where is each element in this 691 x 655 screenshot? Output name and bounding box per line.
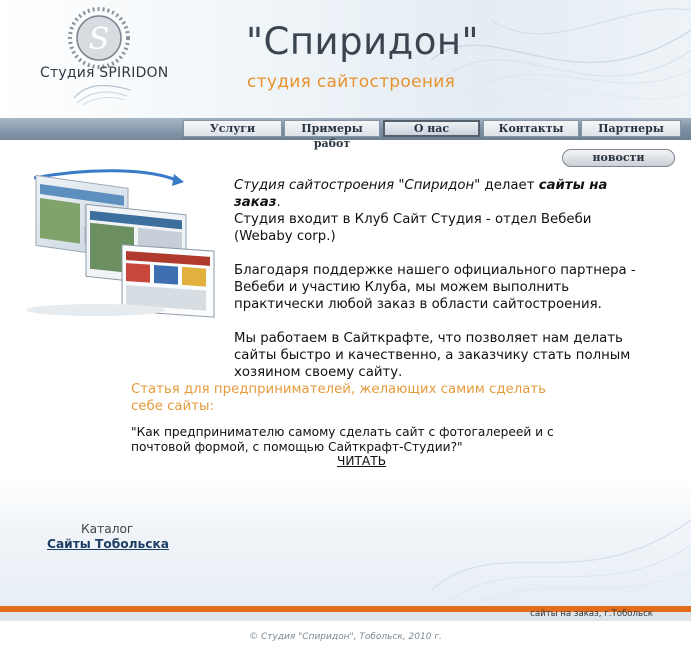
nav-item-contacts[interactable]: Контакты [483,120,579,137]
logo-wing-ornament-icon [72,78,132,106]
brand-subtitle: студия сайтостроения [247,72,456,92]
article-quote: "Как предпринимателю самому сделать сайт с фотогалереей и с почтовой формой, с помощью Сайткрафт-Студии?" [131,425,554,454]
intro-studio-name: Студия сайтостроения "Спиридон" [234,178,481,193]
nav-item-about[interactable]: О нас [383,120,480,137]
logo-text: Студия SPIRIDON [40,65,169,81]
spiridon-logo-icon [66,6,132,70]
footer-tagline: сайты на заказ, г.Тобольск [530,609,653,619]
read-link[interactable]: ЧИТАТЬ [337,454,387,468]
decorative-swirl-bottom [431,490,691,606]
intro-paragraph-2: Благодаря поддержке нашего официального партнера - Вебеби и участию Клуба, мы можем выполнить практически любой заказ в области сайтостроения. [234,263,636,312]
catalog-label: Каталог [81,522,134,536]
nav-item-portfolio[interactable]: Примеры работ [284,120,380,137]
nav-left-fill [0,118,182,140]
news-button[interactable]: новости [562,149,675,167]
intro-paragraph-3: Мы работаем в Сайткрафте, что позволяет нам делать сайты быстро и качественно, а заказчику стать полным хозяином своему сайту. [234,331,631,380]
site-header [0,0,691,118]
intro-highlight: сайты на заказ [234,178,608,210]
nav-item-services[interactable]: Услуги [183,120,282,137]
intro-paragraph-1 [234,177,654,245]
nav-item-partners[interactable]: Партнеры [581,120,681,137]
article-title: Статья для предпринимателей, желающих самим сделать себе сайты: [131,382,546,414]
copyright: © Студия "Спиридон", Тобольск, 2010 г. [249,632,442,642]
intro-club-text: Студия входит в Клуб Сайт Студия - отдел Вебеби (Webaby corp.) [234,212,592,244]
catalog-link[interactable]: Сайты Тобольска [47,537,169,551]
intro-period: . [276,195,281,210]
main-nav [0,118,691,150]
brand-title: "Спиридон" [246,20,480,63]
svg-text:S: S [88,22,110,57]
intro-text [234,177,654,398]
intro-connector: делает [480,178,539,193]
website-screens-illustration [26,168,222,318]
